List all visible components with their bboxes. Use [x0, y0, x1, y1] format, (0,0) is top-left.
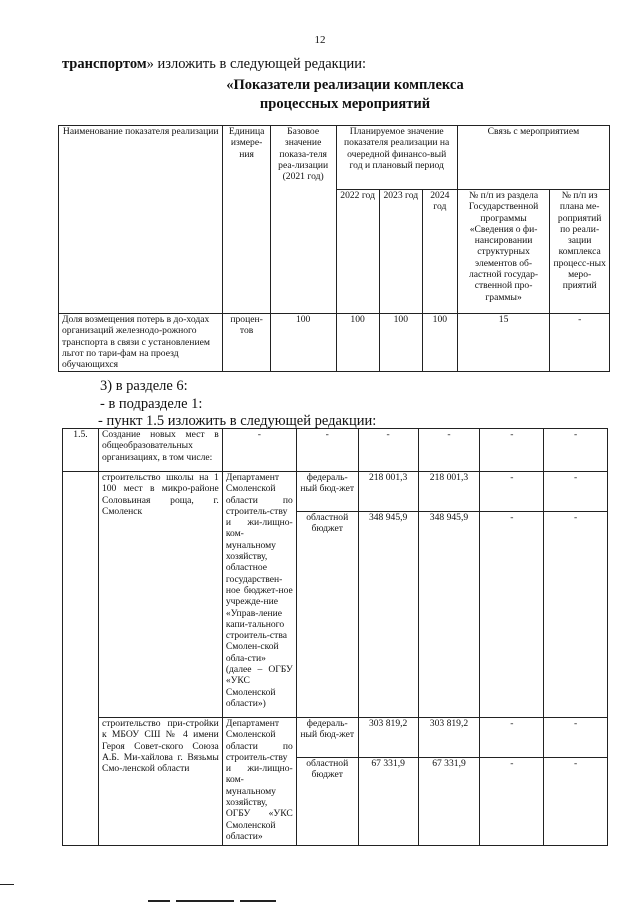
- row-indicator-name: Доля возмещения потерь в до-ходах организаций железнодо-рожного транспорта в связи с установлением льгот по тари-фам на проезд обучающихся: [59, 314, 223, 372]
- row-unit: процен-тов: [223, 314, 270, 372]
- dash-cell: -: [544, 472, 608, 512]
- measure-title: Создание новых мест в общеобразовательных организациях, в том числе:: [98, 429, 222, 472]
- object-2-federal-2022: 303 819,2: [418, 718, 480, 758]
- point-1-5-line: - пункт 1.5 изложить в следующей редакции:: [98, 413, 377, 429]
- object-1-regional-2022: 348 945,9: [418, 512, 480, 718]
- section-6-line: 3) в разделе 6:: [100, 378, 188, 394]
- scan-mark: [0, 884, 14, 885]
- header-year-2022: 2022 год: [336, 190, 379, 314]
- dash-cell: -: [480, 472, 544, 512]
- object-2-regional-2022: 67 331,9: [418, 758, 480, 846]
- intro-rest: » изложить в следующей редакции:: [146, 56, 367, 72]
- dash-cell: -: [480, 429, 544, 472]
- dash-cell: -: [480, 758, 544, 846]
- object-1-source-regional: областной бюджет: [296, 512, 358, 718]
- row-2024: 100: [422, 314, 457, 372]
- row-2022: 100: [336, 314, 379, 372]
- header-planned-value: Планируемое значение показателя реализации на очередной финансо-вый год и плановый период: [336, 126, 457, 190]
- object-2-regional-total: 67 331,9: [358, 758, 418, 846]
- subsection-1-line: - в подразделе 1:: [100, 396, 203, 412]
- page-number: 12: [314, 34, 326, 46]
- header-year-2023: 2023 год: [379, 190, 422, 314]
- intro-bold: транспортом: [62, 56, 147, 72]
- object-2-federal-total: 303 819,2: [358, 718, 418, 758]
- empty-number-cell: [63, 472, 99, 846]
- row-gp: 15: [457, 314, 550, 372]
- table-row: [63, 718, 608, 758]
- table-row: [63, 429, 608, 472]
- header-gp-number: № п/п из раздела Государственной программы «Сведения о фи-нансировании структурных элементов об-ластной государ-ственной про-граммы»: [457, 190, 550, 314]
- object-1-source-federal: федераль-ный бюд-жет: [296, 472, 358, 512]
- scan-mark: [176, 900, 234, 902]
- object-1-name: строительство школы на 1 100 мест в микро-районе Соловьиная роща, г. Смоленск: [98, 472, 222, 718]
- measures-table: [62, 428, 608, 846]
- dash-cell: -: [222, 429, 296, 472]
- header-year-2024: 2024 год: [422, 190, 457, 314]
- scan-mark: [240, 900, 276, 902]
- object-1-regional-total: 348 945,9: [358, 512, 418, 718]
- header-indicator-name: Наименование показателя реализации: [59, 126, 223, 314]
- object-1-federal-2022: 218 001,3: [418, 472, 480, 512]
- object-2-name: строительство при-стройки к МБОУ СШ № 4 имени Героя Совет-ского Союза А.Б. Ми-хайлова г. Вязьмы Смо-ленской области: [98, 718, 222, 846]
- dash-cell: -: [296, 429, 358, 472]
- object-1-federal-total: 218 001,3: [358, 472, 418, 512]
- table-row: [63, 472, 608, 512]
- dash-cell: -: [544, 512, 608, 718]
- object-1-executor: Департамент Смоленской области по строитель-ству и жи-лищно-ком-мунальному хозяйству, областное государствен-ное бюджет-ное учрежде-ние «Управ-ление капи-тального строитель-ства Смолен-ской обла-сти» (далее – ОГБУ «УКС Смоленской области»): [222, 472, 296, 718]
- header-link: Связь с мероприятием: [457, 126, 609, 190]
- dash-cell: -: [544, 429, 608, 472]
- row-2023: 100: [379, 314, 422, 372]
- header-unit: Единица измере-ния: [223, 126, 270, 314]
- table-row: [59, 314, 610, 372]
- row-base: 100: [270, 314, 336, 372]
- header-plan-number: № п/п из плана ме-роприятий по реали-зации комплекса процесс-ных меро-приятий: [550, 190, 610, 314]
- object-2-source-regional: областной бюджет: [296, 758, 358, 846]
- object-2-source-federal: федераль-ный бюд-жет: [296, 718, 358, 758]
- dash-cell: -: [418, 429, 480, 472]
- dash-cell: -: [480, 512, 544, 718]
- dash-cell: -: [358, 429, 418, 472]
- scan-mark: [148, 900, 170, 902]
- indicators-table: [58, 125, 610, 372]
- row-number: 1.5.: [63, 429, 99, 472]
- dash-cell: -: [544, 758, 608, 846]
- row-plan: -: [550, 314, 610, 372]
- object-2-executor: Департамент Смоленской области по строитель-ству и жи-лищно-ком-мунальному хозяйству, ОГБУ «УКС Смоленской области»: [222, 718, 296, 846]
- dash-cell: -: [544, 718, 608, 758]
- title-line-2: процессных мероприятий: [259, 96, 431, 112]
- title-line-1: «Показатели реализации комплекса: [226, 77, 464, 93]
- dash-cell: -: [480, 718, 544, 758]
- intro-line: [62, 56, 366, 73]
- header-base-value: Базовое значение показа-теля реа-лизации (2021 год): [270, 126, 336, 314]
